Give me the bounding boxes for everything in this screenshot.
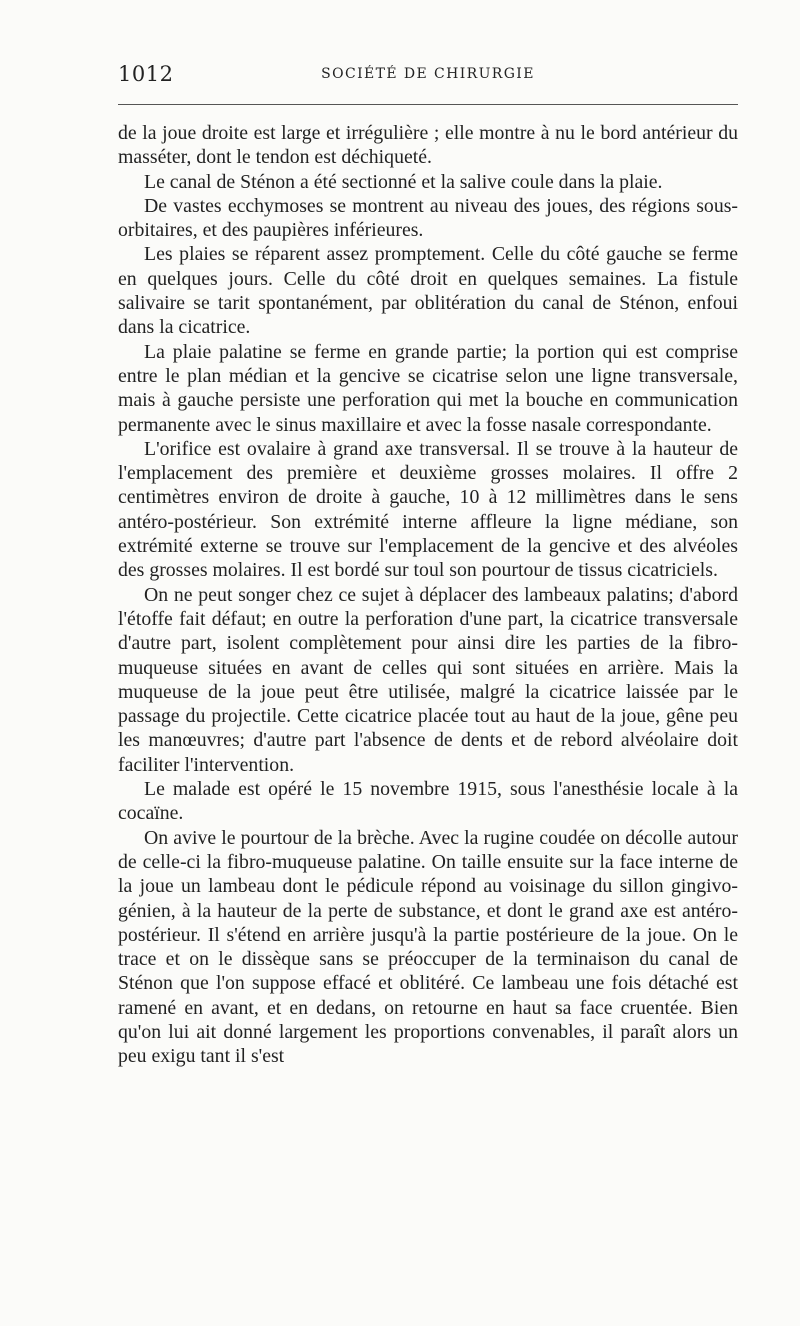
paragraph: L'orifice est ovalaire à grand axe transversal. Il se trouve à la hauteur de l'emplacement des première et deuxième grosses molaires. Il offre 2 centimètres environ de droite à gauche, 10 à 12 millimètres dans le sens antéro-postérieur. Son extrémité interne affleure la ligne médiane, son extrémité externe se trouve sur l'emplacement de la gencive et des alvéoles des grosses molaires. Il est bordé sur toul son pourtour de tissus cicatriciels. bbox=[118, 437, 738, 582]
body-text bbox=[118, 121, 738, 1069]
paragraph: De vastes ecchymoses se montrent au niveau des joues, des régions sous-orbitaires, et des paupières inférieures. bbox=[118, 194, 738, 242]
paragraph: Le canal de Sténon a été sectionné et la salive coule dans la plaie. bbox=[144, 170, 663, 193]
paragraph: Le malade est opéré le 15 novembre 1915, sous l'anesthésie locale à la cocaïne. bbox=[118, 778, 738, 825]
paragraph: La plaie palatine se ferme en grande partie; la portion qui est comprise entre le plan médian et la gencive se cicatrise selon une ligne transversale, mais à gauche persiste une perforation qui met la bouche en communication permanente avec le sinus maxillaire et avec la fosse nasale correspondante. bbox=[118, 340, 738, 436]
running-title: SOCIÉTÉ DE CHIRURGIE bbox=[321, 66, 535, 82]
page-number: 1012 bbox=[118, 62, 174, 86]
paragraph-continuation: de la joue droite est large et irrégulière ; elle montre à nu le bord antérieur du masséter, dont le tendon est déchiqueté. bbox=[118, 122, 738, 169]
paragraph: Les plaies se réparent assez promptement. Celle du côté gauche se ferme en quelques jours. Celle du côté droit en quelques semaines. La fistule salivaire se tarit spontanément, par oblitération du canal de Sténon, enfoui dans la cicatrice. bbox=[118, 243, 738, 339]
paragraph: On avive le pourtour de la brèche. Avec la rugine coudée on décolle autour de celle-ci la fibro-muqueuse palatine. On taille ensuite sur la face interne de la joue un lambeau dont le pédicule répond au voisinage du sillon gingivo-génien, à la hauteur de la perte de substance, et dont le grand axe est antéro-postérieur. Il s'étend en arrière jusqu'à la partie postérieure de la joue. On le trace et on le dissèque sans se préoccuper de la terminaison du canal de Sténon que l'on suppose effacé et oblitéré. Ce lambeau une fois détaché est ramené en avant, et en dedans, on retourne en haut sa face cruentée. Bien qu'on lui ait donné largement les proportions convenables, il paraît alors un peu exigu tant il s'est bbox=[118, 826, 738, 1068]
paragraph: On ne peut songer chez ce sujet à déplacer des lambeaux palatins; d'abord l'étoffe fait défaut; en outre la perforation d'une part, la cicatrice transversale d'autre part, isolent complètement pour ainsi dire les parties de la fibro-muqueuse situées en avant de celles qui sont situées en arrière. Mais la muqueuse de la joue peut être utilisée, malgré la cicatrice laissée par le passage du projectile. Cette cicatrice placée tout au haut de la joue, gêne peu les manœuvres; d'autre part l'absence de dents et de rebord alvéolaire doit faciliter l'intervention. bbox=[118, 583, 738, 776]
header-rule bbox=[118, 104, 738, 105]
page-header bbox=[118, 62, 738, 92]
